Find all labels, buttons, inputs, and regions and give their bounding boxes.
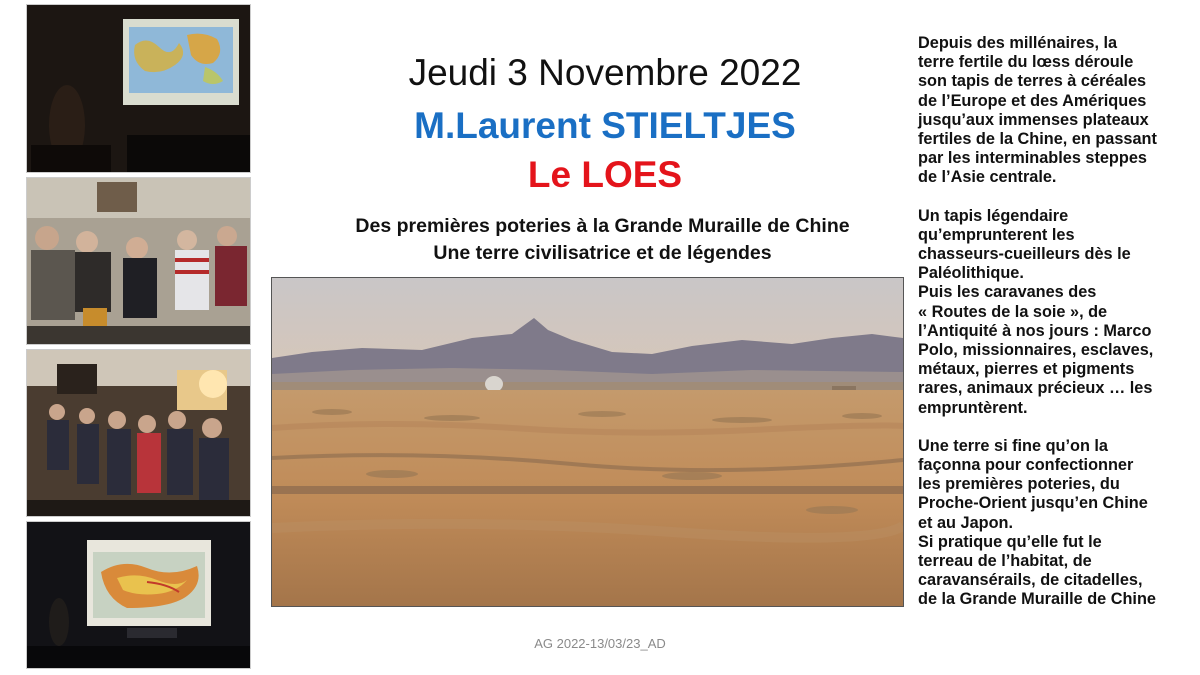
description-paragraph-1: Depuis des millénaires, la terre fertile du lœss déroule son tapis de terres à céréales de l’Europe et des Amériques jusqu’aux immenses plateaux fertiles de la Chine, en passant par les interminables steppes de l’Asie centrale. [918, 34, 1157, 187]
description-paragraph-3: Une terre si fine qu’on la façonna pour confectionner les premières poteries, du Proche-Orient jusqu’en Chine et au Japon. Si pratique qu’elle fut le terreau de l’habitat, de caravansérails, de citadelles, de la Grande Muraille de Chine [918, 436, 1156, 609]
desert-landscape-photo [271, 277, 904, 607]
talk-topic: Le LOES [527, 154, 683, 195]
description-paragraph-2: Un tapis légendaire qu’emprunterent les chasseurs-cueilleurs dès le Paléolithique. Puis les caravanes des « Routes de la soie », de l’Antiquité à nos jours : Marco Polo, missionnaires, esclaves, métaux, pierres et pigments rares, animaux précieux … les empruntèrent. [918, 206, 1154, 417]
speaker-name: M.Laurent STIELTJES [414, 105, 796, 146]
event-date: Jeudi 3 Novembre 2022 [408, 52, 802, 93]
description-column [918, 34, 1184, 610]
subtitle-line-2: Une terre civilisatrice et de légendes [433, 242, 772, 264]
subtitle-line-1: Des premières poteries à la Grande Muraille de Chine [355, 215, 850, 237]
photo-audience-1 [26, 177, 251, 345]
photo-conference-world-map [26, 4, 251, 173]
photo-audience-2 [26, 349, 251, 517]
footer-reference: AG 2022-13/03/23_AD [534, 636, 666, 651]
photo-conference-map-slide [26, 521, 251, 669]
